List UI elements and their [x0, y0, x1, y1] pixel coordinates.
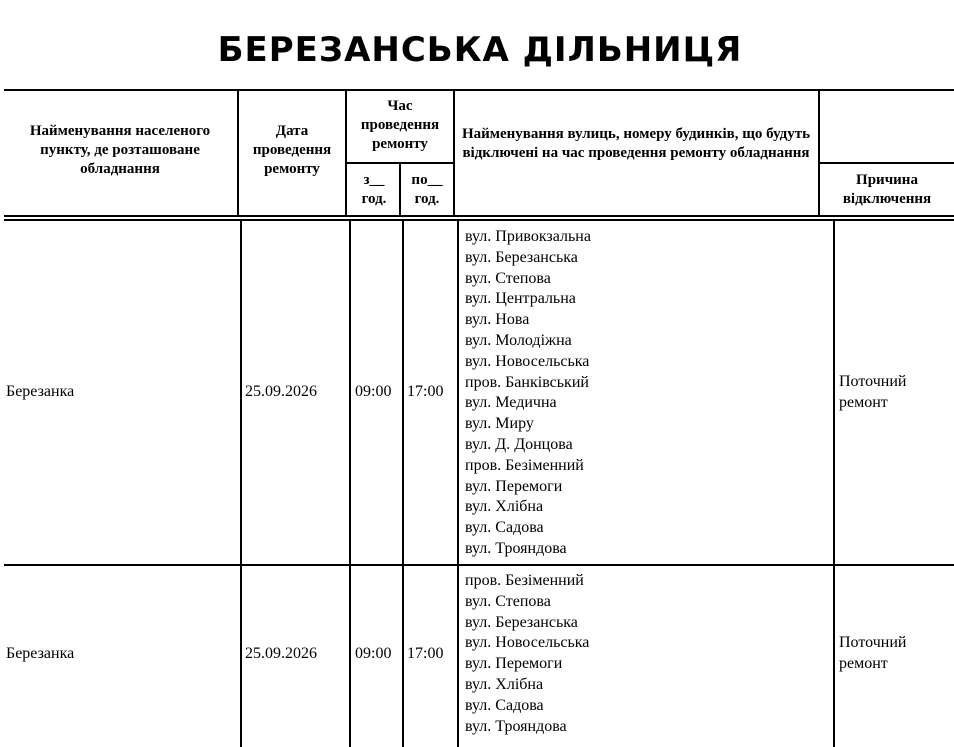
- row-2-date: 25.09.2026: [245, 645, 317, 662]
- street-item: вул. Миру: [465, 415, 534, 433]
- street-item: вул. Нова: [465, 311, 530, 329]
- body-col-divider-3: [402, 219, 404, 747]
- body-col-divider-4: [457, 219, 459, 747]
- street-item: вул. Садова: [465, 696, 544, 714]
- header-time: Час проведення ремонту: [360, 98, 440, 152]
- street-item: вул. Садова: [465, 519, 544, 537]
- street-item: пров. Безіменний: [465, 572, 584, 589]
- street-item: вул. Березанська: [465, 613, 578, 631]
- street-item: пров. Банківський: [465, 373, 589, 391]
- page-title: БЕРЕЗАНСЬКА ДІЛЬНИЦЯ: [217, 30, 743, 70]
- street-item: вул. Молодіжна: [465, 331, 572, 349]
- body-col-divider-1: [240, 219, 242, 747]
- header-col-divider-1: [237, 89, 239, 217]
- row-1-settlement: Березанка: [6, 383, 75, 400]
- header-settlement: Найменування населеного пункту, де розташоване обладнання: [29, 123, 211, 177]
- header-bottom-border: [4, 215, 954, 217]
- street-item: вул. Хлібна: [465, 675, 544, 693]
- header-col-divider-4: [453, 89, 455, 217]
- row-2-time-from: 09:00: [355, 645, 392, 662]
- street-item: вул. Степова: [465, 269, 551, 287]
- street-item: вул. Перемоги: [465, 655, 563, 673]
- reason-header-top-border: [818, 162, 954, 164]
- street-item: вул. Степова: [465, 592, 551, 610]
- street-item: вул. Перемоги: [465, 477, 563, 495]
- row-1-time-from: 09:00: [355, 383, 392, 400]
- street-item: вул. Новосельська: [465, 352, 590, 370]
- row-2-streets: [465, 571, 589, 737]
- header-streets: Найменування вулиць, номеру будинків, що будуть відключені на час проведення ремонту обладнання: [461, 126, 811, 161]
- header-col-divider-2: [345, 89, 347, 217]
- header-time-to: по__ год.: [411, 172, 443, 207]
- row-1-reason: Поточний ремонт: [839, 373, 907, 411]
- body-col-divider-5: [833, 219, 835, 747]
- header-reason: Причина відключення: [842, 172, 932, 207]
- street-item: вул. Привокзальна: [465, 228, 591, 245]
- street-item: вул. Хлібна: [465, 498, 544, 516]
- street-item: вул. Новосельська: [465, 634, 590, 652]
- row-2-settlement: Березанка: [6, 645, 75, 662]
- street-item: вул. Медична: [465, 394, 557, 412]
- body-col-divider-2: [349, 219, 351, 747]
- row-1-date: 25.09.2026: [245, 383, 317, 400]
- header-date: Дата проведення ремонту: [252, 123, 332, 177]
- street-item: вул. Центральна: [465, 290, 576, 308]
- row-1-streets: [465, 227, 591, 560]
- row-2-reason: Поточний ремонт: [839, 634, 907, 672]
- header-time-from: з__ год.: [361, 172, 387, 207]
- street-item: пров. Безіменний: [465, 456, 584, 474]
- street-item: вул. Д. Донцова: [465, 435, 573, 453]
- row-1-time-to: 17:00: [407, 383, 444, 400]
- street-item: вул. Трояндова: [465, 717, 567, 735]
- row-divider: [4, 564, 954, 566]
- row-2-time-to: 17:00: [407, 645, 444, 662]
- street-item: вул. Трояндова: [465, 539, 567, 557]
- header-col-divider-3: [399, 162, 401, 217]
- header-bottom-border-double: [4, 219, 954, 221]
- street-item: вул. Березанська: [465, 248, 578, 266]
- header-top-border: [4, 89, 954, 91]
